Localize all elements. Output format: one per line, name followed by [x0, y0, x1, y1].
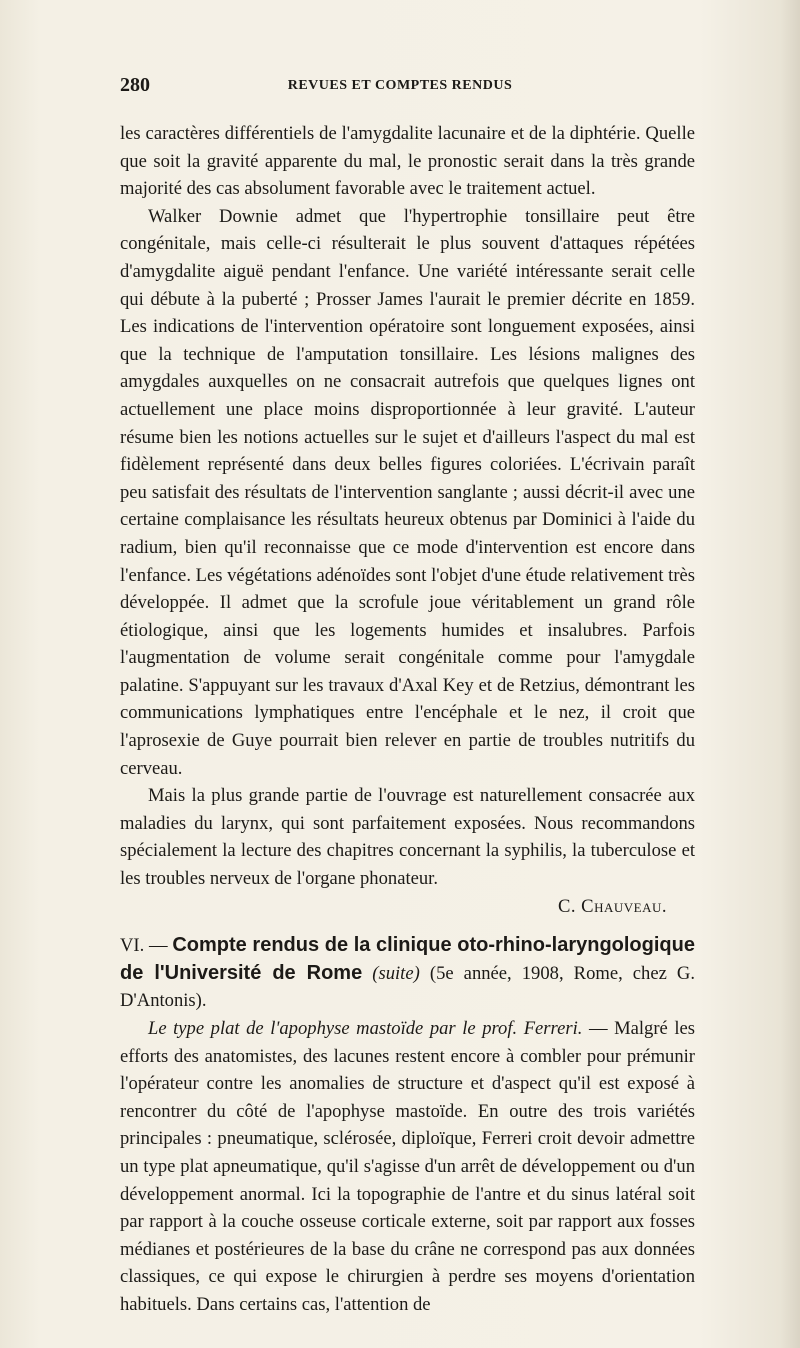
paragraph-1: les caractères différentiels de l'amygdalite lacunaire et de la diphtérie. Quelle que soit la gravité apparente du mal, le pronostic serait dans la très grande majorité des cas absolument favorable avec le traitement actuel. [120, 123, 695, 200]
section-title: Compte rendus de la clinique oto-rhino-laryngologique de l'Université de Rome [120, 934, 695, 984]
paragraph-3: Mais la plus grande partie de l'ouvrage est naturellement consacrée aux maladies du larynx, qui sont parfaitement exposées. Nous recommandons spécialement la lecture des chapitres concernant la syphilis, la tuberculose et les troubles nerveux de l'organe phonateur. [120, 785, 695, 890]
signature: C. Chauveau. [557, 895, 667, 917]
paragraph-4 [120, 1015, 695, 1319]
section-heading [120, 932, 695, 1015]
running-head: REVUES ET COMPTES RENDUS [287, 78, 513, 93]
page-number: 280 [120, 74, 150, 96]
section-number: VI. — [120, 935, 168, 957]
page-header [120, 74, 680, 104]
section-publication: (5e année, 1908, Rome, chez G. D'Antonis). [120, 962, 695, 1012]
section-suite: (suite) [372, 962, 420, 984]
paragraph-4-lead: Le type plat de l'apophyse mastoïde par le prof. Ferreri. [148, 1018, 583, 1039]
body-text [120, 120, 695, 1319]
paragraph-2: Walker Downie admet que l'hypertrophie tonsillaire peut être congénitale, mais celle-ci résulterait le plus souvent d'attaques répétées d'amygdalite aiguë pendant l'enfance. Une variété intéressante serait celle qui débute à la puberté ; Prosser James l'aurait le premier décrite en 1859. Les indications de l'intervention opératoire sont longuement exposées, ainsi que la technique de l'amputation tonsillaire. Les lésions malignes des amygdales auxquelles on ne consacrait autrefois que quelques lignes ont actuellement une place moins disproportionnée à leur gravité. L'auteur résume bien les notions actuelles sur le sujet et d'ailleurs l'aspect du mal est fidèlement représenté dans deux belles figures coloriées. L'écrivain paraît peu satisfait des résultats de l'intervention sanglante ; aussi décrit-il avec une certaine complaisance les résultats heureux obtenus par Dominici à l'aide du radium, bien qu'il reconnaisse que ce mode d'intervention est encore dans l'enfance. Les végétations adénoïdes sont l'objet d'une étude relativement très développée. Il admet que la scrofule joue véritablement un grand rôle étiologique, ainsi que les logements humides et insalubres. Parfois l'augmentation de volume serait congénitale comme pour l'amygdale palatine. S'appuyant sur les travaux d'Axal Key et de Retzius, démontrant les communications lymphatiques entre l'encéphale et le nez, il croit que l'aprosexie de Guye pourrait bien relever en partie de troubles nutritifs du cerveau. [120, 205, 695, 779]
paragraph-4-text: — Malgré les efforts des anatomistes, des lacunes restent encore à combler pour prémunir l'opérateur contre les anomalies de structure et d'aspect qu'il est exposé à rencontrer du côté de l'apophyse mastoïde. En outre des trois variétés principales : pneumatique, sclérosée, diploïque, Ferreri croit devoir admettre un type plat apneumatique, qu'il s'agisse d'un arrêt de développement ou d'un développement anormal. Ici la topographie de l'antre et du sinus latéral soit par rapport à la couche osseuse corticale externe, soit par rapport aux fosses médianes et postérieures de la base du crâne ne correspond pas aux données classiques, ce qui expose le chirurgien à perdre ses moyens d'orientation habituels. Dans certains cas, l'attention de [120, 1018, 695, 1315]
